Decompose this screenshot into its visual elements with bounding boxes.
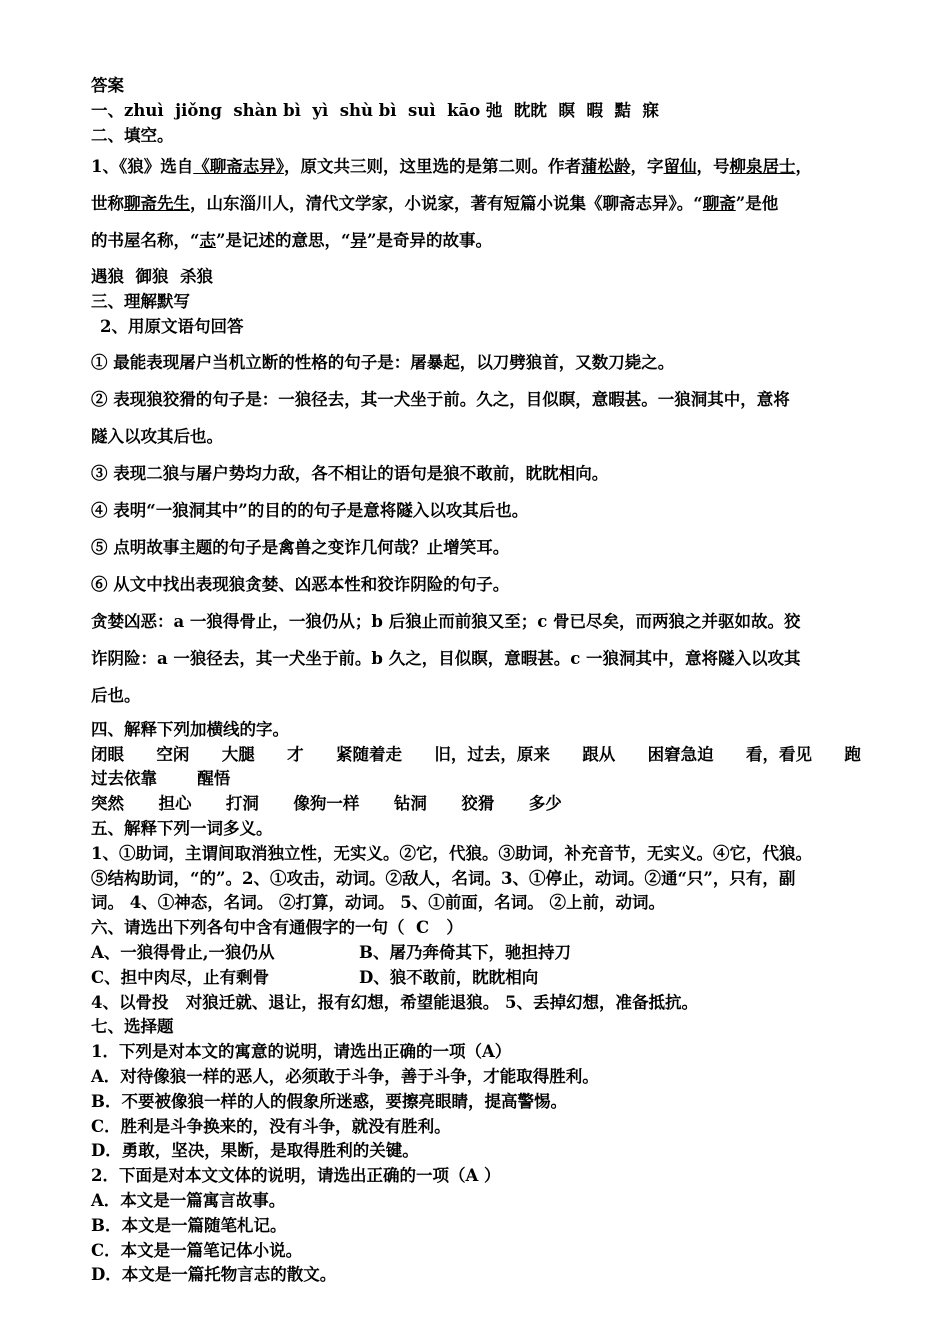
question-1: 1．下列是对本文的寓意的说明，请选出正确的一项（A）	[91, 1042, 512, 1062]
section-5-heading: 五、解释下列一词多义。	[91, 818, 273, 838]
answer-5: ⑤ 点明故事主题的句子是禽兽之变诈几何哉？止增笑耳。	[91, 537, 510, 557]
option-c: C、担中肉尽，止有剩骨	[91, 967, 270, 987]
section-1-pinyin: zhuì jiǒng shàn bì yì shù bì suì kāo	[124, 100, 481, 120]
question-1-option-b: B．不要被像狼一样的人的假象所迷惑，要擦亮眼睛，提高警惕。	[91, 1091, 567, 1111]
section-6-extra: 4、以骨投 对狼迁就、退让，报有幻想，希望能退狼。 5、丢掉幻想，准备抵抗。	[91, 992, 698, 1012]
question-2: 2．下面是对本文文体的说明，请选出正确的一项（A ）	[91, 1166, 501, 1186]
section-6-options-ab	[91, 941, 861, 966]
section-3-subheading: 2、用原文语句回答	[100, 316, 244, 336]
section-2-answer: 遇狼 御狼 杀狼	[91, 267, 213, 287]
section-3-answers	[91, 344, 861, 714]
option-d: D、狼不敢前，眈眈相向	[359, 967, 539, 987]
section-2-paragraph: 1、《狼》选自《聊斋志异》，原文共三则，这里选的是第二则。作者蒲松龄，字留仙，号柳泉居士， 世称聊斋先生，山东淄川人，清代文学家，小说家，著有短篇小说集《聊斋志异》。“聊斋”是他 的书屋名称，“志”是记述的意思，“异”是奇异的故事。	[91, 157, 812, 251]
question-2-option-a: A．本文是一篇寓言故事。	[91, 1190, 286, 1210]
section-4-row-3: 突然 担心 打洞 像狗一样 钻洞 狡猾 多少	[91, 794, 562, 814]
section-4-row-2: 过去依靠 醒悟	[91, 769, 231, 789]
courtesy-name: 留仙	[663, 157, 697, 177]
answer-document	[91, 74, 861, 1288]
liaozhai-word: 聊斋	[702, 194, 736, 214]
section-5-line-1: 1、①助词，主谓间取消独立性，无实义。②它，代狼。③助词，补充音节，无实义。④它，代狼。	[91, 843, 812, 863]
word-item: 大腿	[221, 744, 255, 764]
question-1-option-d: D．勇敢，坚决，果断，是取得胜利的关键。	[91, 1141, 419, 1161]
answer-1: ① 最能表现屠户当机立断的性格的句子是：屠暴起，以刀劈狼首，又数刀毙之。	[91, 352, 675, 372]
section-1-line	[91, 99, 861, 124]
title-name: 聊斋先生	[124, 194, 190, 214]
section-6-options-cd	[91, 966, 861, 991]
option-a: A、一狼得骨止,一狼仍从	[91, 942, 275, 962]
question-2-option-c: C．本文是一篇笔记体小说。	[91, 1240, 303, 1260]
section-5-line-3: 词。 4、①神态，名词。 ②打算，动词。 5、①前面，名词。 ②上前，动词。	[91, 893, 665, 913]
word-item: 空闲	[156, 744, 190, 764]
question-2-option-b: B．本文是一篇随笔札记。	[91, 1215, 287, 1235]
word-item: 闭眼	[91, 744, 124, 764]
question-1-option-c: C．胜利是斗争换来的，没有斗争，就没有胜利。	[91, 1116, 451, 1136]
answer-2-line-2: 隧入以攻其后也。	[91, 426, 223, 446]
answer-title: 答案	[91, 76, 124, 95]
section-4-row-1	[91, 743, 861, 768]
answer-6-detail-1: 贪婪凶恶：a 一狼得骨止，一狼仍从；b 后狼止而前狼又至；c 骨已尽矣，而两狼之并驱如故。狡	[91, 611, 801, 631]
question-1-option-a: A．对待像狼一样的恶人，必须敢于斗争，善于斗争，才能取得胜利。	[91, 1066, 599, 1086]
question-2-option-d: D．本文是一篇托物言志的散文。	[91, 1265, 337, 1285]
word-item: 才	[287, 744, 304, 764]
answer-6-detail-2: 诈阴险：a 一狼径去，其一犬坐于前。b 久之，目似瞑，意暇甚。c 一狼洞其中，意将隧入以攻其	[91, 648, 801, 668]
alias-name: 柳泉居士	[729, 157, 796, 177]
author-name: 蒲松龄	[580, 157, 631, 177]
word-item: 紧随着走	[336, 744, 402, 764]
answer-6: ⑥ 从文中找出表现狼贪婪、凶恶本性和狡诈阴险的句子。	[91, 574, 510, 594]
section-3-heading: 三、理解默写	[91, 292, 190, 312]
answer-4: ④ 表明“一狼洞其中”的目的的句子是意将隧入以攻其后也。	[91, 500, 529, 520]
word-item: 旧，过去，原来	[434, 744, 550, 764]
section-6-heading: 六、请选出下列各句中含有通假字的一句（ C ）	[91, 918, 463, 938]
section-4-heading: 四、解释下列加横线的字。	[91, 719, 289, 739]
yi-word: 异	[350, 231, 367, 251]
word-item: 跑	[844, 744, 861, 764]
section-1-heading: 一、	[91, 100, 124, 120]
book-name: 《聊斋志异》	[193, 157, 284, 177]
section-2-heading: 二、填空。	[91, 125, 174, 145]
answer-6-detail-3: 后也。	[91, 685, 141, 705]
answer-2-line-1: ② 表现狼狡猾的句子是：一狼径去，其一犬坐于前。久之，目似瞑，意暇甚。一狼洞其中，意将	[91, 389, 790, 409]
section-5-line-2: ⑤结构助词，“的”。2、①攻击，动词。②敌人，名词。3、①停止，动词。②通“只”，只有，副	[91, 868, 796, 888]
option-b: B、屠乃奔倚其下，驰担持刀	[359, 942, 571, 962]
word-item: 困窘急迫	[647, 744, 714, 764]
zhi-word: 志	[199, 231, 216, 251]
section-1-chars: 弛 眈眈 瞑 暇 黠 寐	[485, 100, 659, 120]
word-item: 看，看见	[746, 744, 812, 764]
word-item: 跟从	[582, 744, 616, 764]
answer-3: ③ 表现二狼与屠户势均力敌，各不相让的语句是狼不敢前，眈眈相向。	[91, 463, 609, 483]
section-7-heading: 七、选择题	[91, 1017, 174, 1037]
